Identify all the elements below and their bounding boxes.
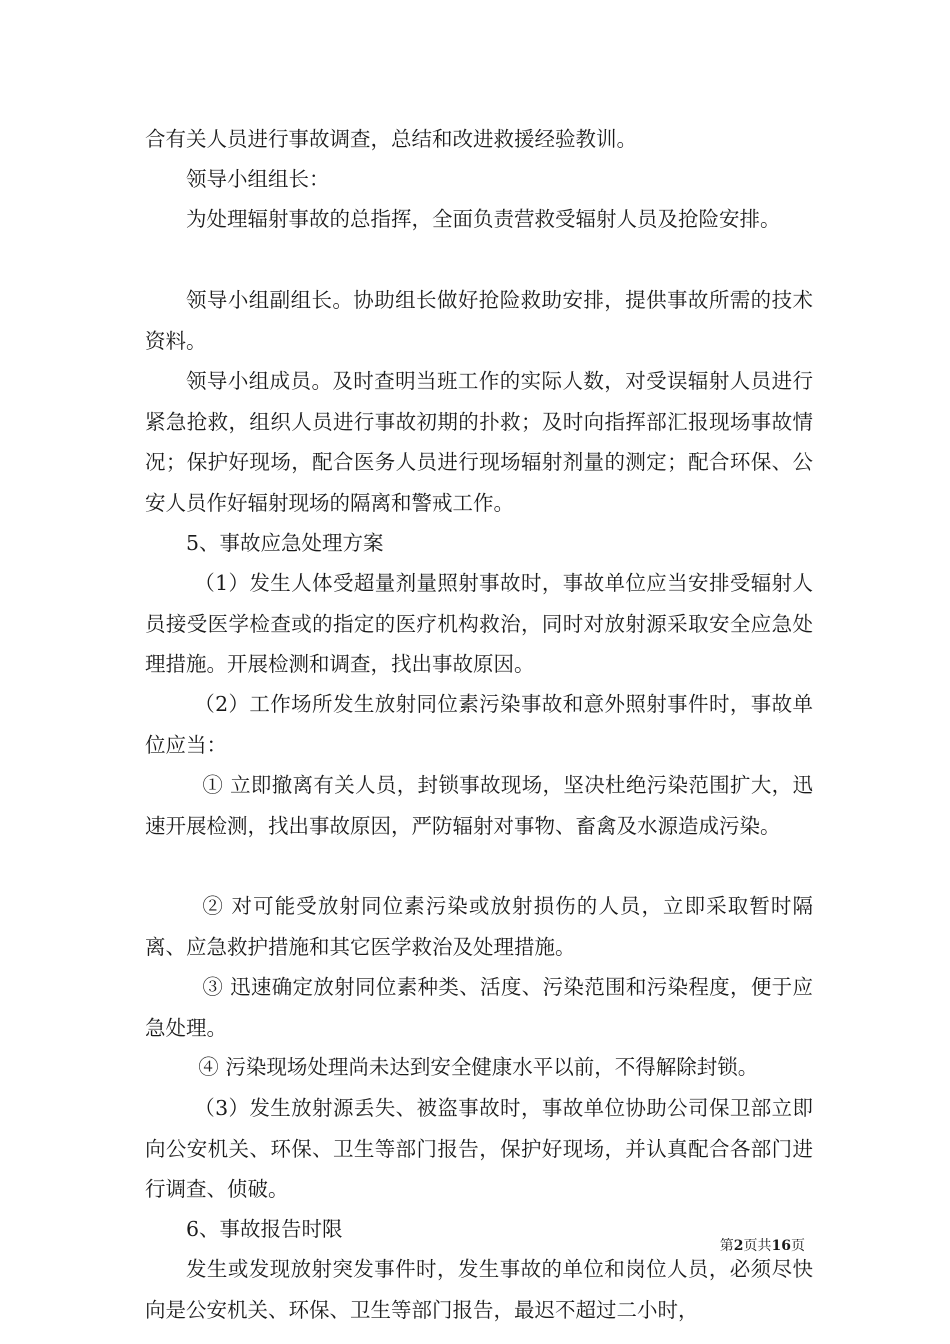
section-heading-5: 5、事故应急处理方案 bbox=[186, 531, 384, 555]
footer-total-pages: 16 bbox=[771, 1238, 791, 1254]
paragraph-11: ④ 污染现场处理尚未达到安全健康水平以前，不得解除封锁。 bbox=[198, 1055, 759, 1079]
page-footer bbox=[0, 1236, 950, 1256]
paragraph-13: 发生或发现放射突发事件时，发生事故的单位和岗位人员，必须尽快向是公安机关、环保、卫生等部门报告，最迟不超过二小时， bbox=[145, 1257, 813, 1322]
paragraph-3: 为处理辐射事故的总指挥，全面负责营救受辐射人员及抢险安排。 bbox=[186, 207, 781, 231]
paragraph-4: 领导小组副组长。协助组长做好抢险救助安排，提供事故所需的技术资料。 bbox=[145, 288, 813, 353]
paragraph-7: （2）工作场所发生放射同位素污染事故和意外照射事件时，事故单位应当： bbox=[145, 692, 813, 757]
footer-page-number: 2 bbox=[733, 1238, 744, 1254]
paragraph-5: 领导小组成员。及时查明当班工作的实际人数，对受误辐射人员进行紧急抢救，组织人员进行事故初期的扑救；及时向指挥部汇报现场事故情况；保护好现场，配合医务人员进行现场辐射剂量的测定；配合环保、公安人员作好辐射现场的隔离和警戒工作。 bbox=[145, 369, 813, 515]
footer-suffix: 页 bbox=[791, 1238, 805, 1254]
paragraph-9: ② 对可能受放射同位素污染或放射损伤的人员，立即采取暂时隔离、应急救护措施和其它医学救治及处理措施。 bbox=[145, 894, 813, 959]
paragraph-8: ① 立即撤离有关人员，封锁事故现场，坚决杜绝污染范围扩大，迅速开展检测，找出事故原因，严防辐射对事物、畜禽及水源造成污染。 bbox=[145, 773, 813, 838]
footer-prefix: 第 bbox=[719, 1238, 734, 1254]
paragraph-6: （1）发生人体受超量剂量照射事故时，事故单位应当安排受辐射人员接受医学检查或的指定的医疗机构救治，同时对放射源采取安全应急处理措施。开展检测和调查，找出事故原因。 bbox=[145, 571, 813, 676]
paragraph-1: 合有关人员进行事故调查，总结和改进救援经验教训。 bbox=[145, 127, 637, 151]
paragraph-2: 领导小组组长： bbox=[186, 167, 330, 191]
paragraph-12: （3）发生放射源丢失、被盗事故时，事故单位协助公司保卫部立即向公安机关、环保、卫生等部门报告，保护好现场，并认真配合各部门进行调查、侦破。 bbox=[145, 1096, 813, 1201]
footer-middle: 页共 bbox=[743, 1238, 772, 1254]
paragraph-10: ③ 迅速确定放射同位素种类、活度、污染范围和污染程度，便于应急处理。 bbox=[145, 975, 813, 1040]
section-heading-6: 6、事故报告时限 bbox=[186, 1217, 343, 1241]
